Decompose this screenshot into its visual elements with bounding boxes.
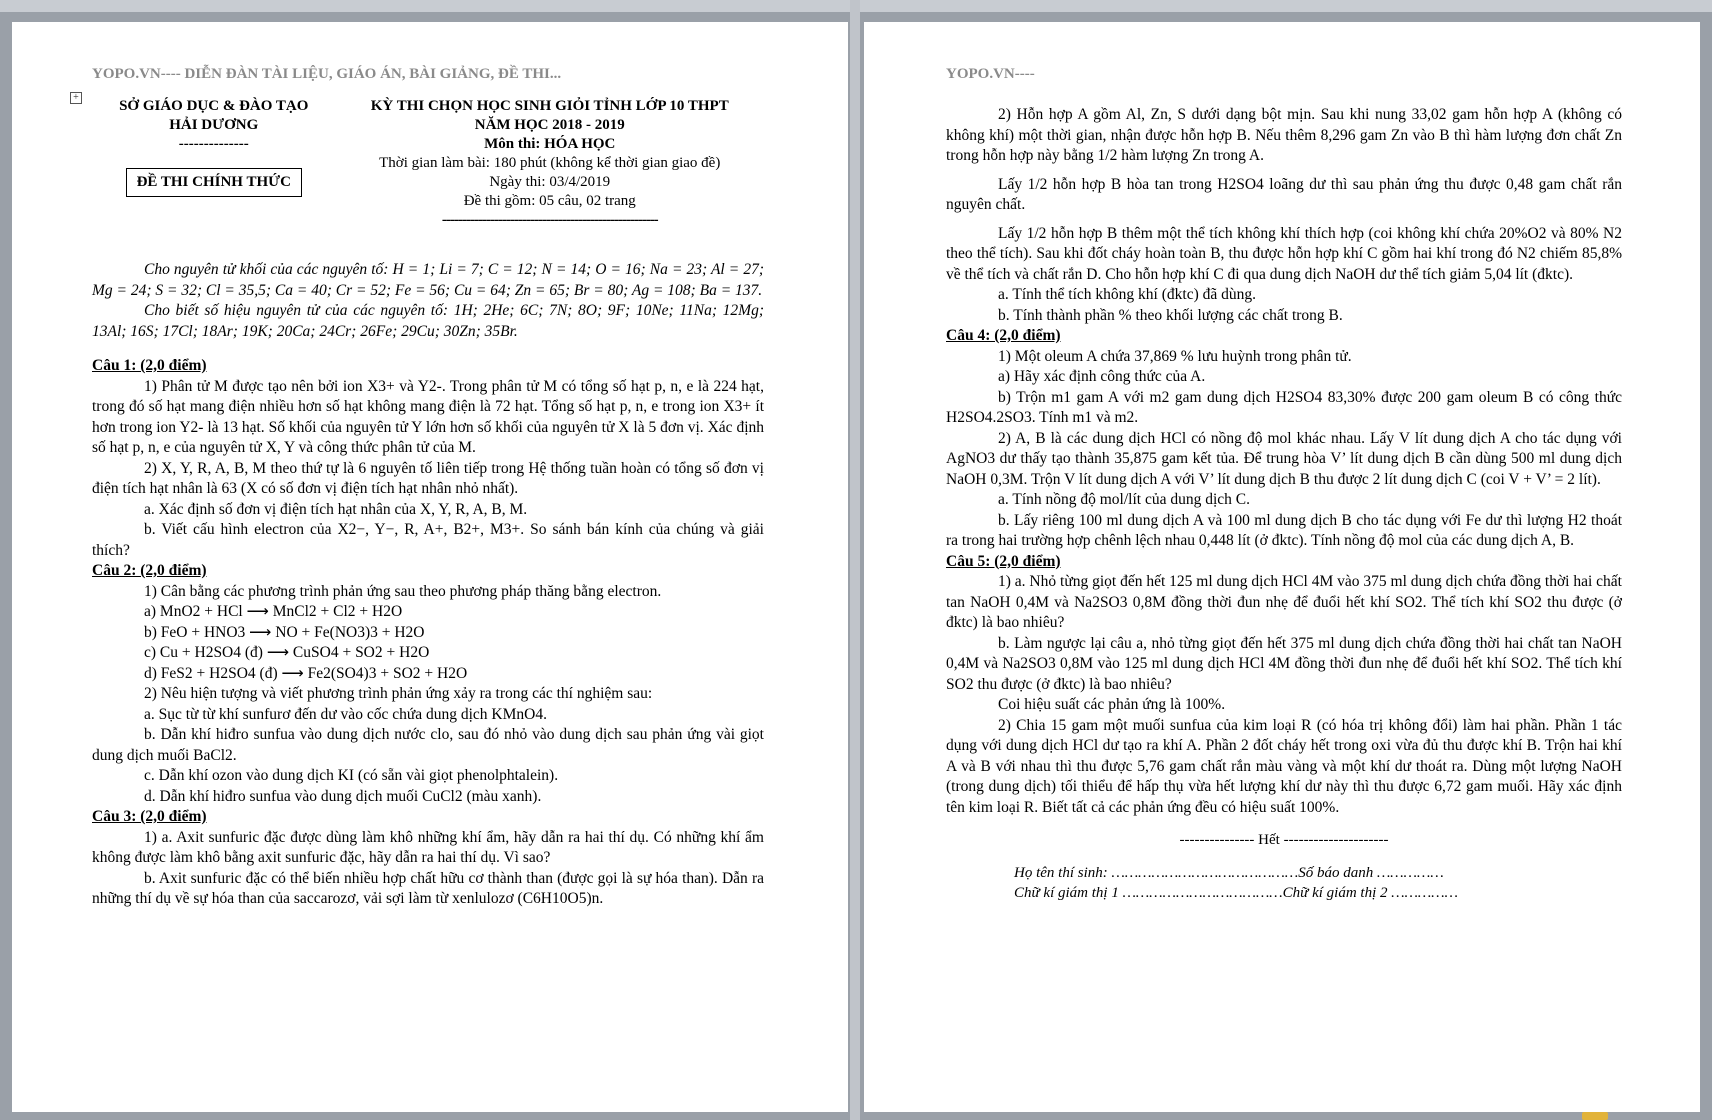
question-3-title: Câu 3: (2,0 điểm) (92, 808, 207, 825)
question-4-part-1: 1) Một oleum A chứa 37,869 % lưu huỳnh trong phân tử. (998, 347, 1352, 365)
question-3-part-2: 2) Hỗn hợp A gồm Al, Zn, S dưới dạng bột mịn. Sau khi nung 33,02 gam hỗn hợp A (không có không khí) một thời gian, nhận được hỗn hợp B. Nếu thêm 8,296 gam Zn vào B thì hàm lượng đơn chất Zn trong hỗn hợp này bằng 1/2 hàm lượng Zn trong A. (946, 106, 1622, 164)
question-4-part-2: 2) A, B là các dung dịch HCl có nồng độ mol khác nhau. Lấy V lít dung dịch A cho tác dụng với AgNO3 dư thấy tạo thành 35,875 gam kết tủa. Để trung hòa V’ lít dung dịch B cần dùng 500 ml dung dịch NaOH 0,3M. Trộn V lít dung dịch A với V’ lít dung dịch B thu được 2 lít dung dịch C (coi V + V’ = 2 lít). (946, 429, 1622, 488)
exam-date: Ngày thi: 03/4/2019 (489, 174, 611, 190)
question-5-part-1a: 1) a. Nhỏ từng giọt đến hết 125 ml dung dịch HCl 4M vào 375 ml dung dịch chứa đồng thời hai chất tan NaOH 0,4M và Na2SO3 0,8M đồng thời đun nhẹ để đuổi hết khí SO2. Thể tích khí SO2 thu được (ở đktc) là bao nhiêu? (946, 573, 1622, 631)
scrollbar-thumb[interactable] (1582, 1112, 1608, 1120)
department-underline: -------------- (178, 136, 249, 152)
equation-c: c) Cu + H2SO4 (đ) ⟶ CuSO4 + SO2 + H2O (144, 644, 430, 661)
department-block (92, 97, 335, 230)
question-4-part-2b: b. Lấy riêng 100 ml dung dịch A và 100 ml dung dịch B cho tác dụng với Fe dư thì lượng H2 thoát ra trong hai trường hợp chênh lệch nhau 0,448 lít (ở đktc). Tính nồng độ mol của các dung dịch A, B. (946, 511, 1622, 549)
question-4-part-1a: a) Hãy xác định công thức của A. (998, 368, 1206, 385)
question-5-part-2: 2) Chia 15 gam một muối sunfua của kim loại R (có hóa trị không đổi) làm hai phần. Phần 1 tác dụng với dung dịch HCl dư tạo ra khí A. Phần 2 đốt cháy hết trong oxi vừa đủ thu được khí B. Trộn hai khí A và B với nhau thì thu được 5,76 gam chất rắn màu vàng và một khí dư thoát ra. Dùng một lượng NaOH (trong dung dịch) tối thiểu để hấp thụ vừa hết lượng khí dư này thì thu được 6,72 gam muối. Hãy xác định tên kim loại R. Biết tất cả các phản ứng đều có hiệu suất 100%. (946, 716, 1622, 816)
document-page-1[interactable] (12, 22, 848, 1112)
exam-subject: Môn thi: HÓA HỌC (484, 136, 616, 152)
question-1-part-2b: b. Viết cấu hình electron của X2−, Y−, R, A+, B2+, M3+. So sánh bán kính của chúng và giải thích? (92, 521, 764, 559)
equation-b: b) FeO + HNO3 ⟶ NO + Fe(NO3)3 + H2O (144, 623, 425, 641)
school-year: NĂM HỌC 2018 - 2019 (474, 117, 625, 133)
province-name: HẢI DƯƠNG (169, 117, 259, 133)
exam-time: Thời gian làm bài: 180 phút (không kể thời gian giao đề) (379, 155, 721, 171)
question-3-part-1a: 1) a. Axit sunfuric đặc được dùng làm khô những khí ẩm, hãy dẫn ra hai thí dụ. Có những khí ẩm không được làm khô bằng axit sunfuric đặc, hãy dẫn ra hai thí dụ. Vì sao? (92, 828, 764, 866)
question-3-part-2-dissolve: Lấy 1/2 hỗn hợp B hòa tan trong H2SO4 loãng dư thì sau phản ứng thu được 0,48 gam chất rắn nguyên chất. (946, 175, 1622, 213)
question-4-part-1b: b) Trộn m1 gam A với m2 gam dung dịch H2SO4 83,30% được 200 gam oleum B có công thức H2SO4.2SO3. Tính m1 và m2. (946, 388, 1622, 426)
candidate-signature-line: Họ tên thí sinh: ……………………………………Số báo danh …………… (1014, 865, 1444, 881)
document-page-2[interactable] (864, 22, 1700, 1112)
page-header: YOPO.VN---- DIỄN ĐÀN TÀI LIỆU, GIÁO ÁN, BÀI GIẢNG, ĐỀ THI... (92, 66, 562, 82)
department-name: SỞ GIÁO DỤC & ĐÀO TẠO (119, 98, 309, 114)
question-5-title: Câu 5: (2,0 điểm) (946, 552, 1061, 570)
question-2-part-2d: d. Dẫn khí hiđro sunfua vào dung dịch muối CuCl2 (màu xanh). (144, 787, 542, 805)
end-marker: --------------- Hết --------------------- (1179, 832, 1389, 848)
question-3-part-2a: a. Tính thể tích không khí (đktc) đã dùng. (998, 286, 1256, 303)
question-3-part-1b: b. Axit sunfuric đặc có thể biến nhiều hợp chất hữu cơ thành than (được gọi là sự hóa than). Dẫn ra những thí dụ về sự hóa than của saccarozơ, vải sợi làm từ xenlulozơ (C6H10O5)n. (92, 869, 764, 907)
question-5-part-1b: b. Làm ngược lại câu a, nhỏ từng giọt đến hết 375 ml dung dịch chứa đồng thời hai chất tan NaOH 0,4M và Na2SO3 0,8M vào 125 ml dung dịch HCl 4M đồng thời đun nhẹ để đuổi hết khí SO2. Thể tích khí SO2 thu được (ở đktc) là bao nhiêu? (946, 634, 1622, 693)
question-2-title: Câu 2: (2,0 điểm) (92, 562, 207, 579)
exam-title: KỲ THI CHỌN HỌC SINH GIỎI TỈNH LỚP 10 THPT (370, 98, 729, 114)
question-4-part-2a: a. Tính nồng độ mol/lít của dung dịch C. (998, 491, 1250, 508)
exam-info-block (335, 97, 764, 230)
atomic-number-note: Cho biết số hiệu nguyên tử của các nguyên tố: 1H; 2He; 6C; 7N; 8O; 9F; 10Ne; 11Na; 12Mg; 13Al; 16S; 17Cl; 18Ar; 19K; 20Ca; 24Cr; 26Fe; 29Cu; 30Zn; 35Br. (92, 302, 764, 340)
question-2-part-2c: c. Dẫn khí ozon vào dung dịch KI (có sẵn vài giọt phenolphtalein). (144, 767, 559, 784)
question-3-part-2b: b. Tính thành phần % theo khối lượng các chất trong B. (998, 306, 1343, 324)
question-1-title: Câu 1: (2,0 điểm) (92, 357, 207, 374)
question-3-part-2-combust: Lấy 1/2 hỗn hợp B thêm một thể tích không khí thích hợp (coi không khí chứa 20%O2 và 80% N2 theo thể tích). Sau khi đốt cháy hoàn toàn B, thu được hỗn hợp khí C gồm hai khí trong đó N2 chiếm 85,8% về thể tích và chất rắn D. Cho hỗn hợp khí C đi qua dung dịch NaOH dư thể tích giảm 5,04 lít (đktc). (946, 224, 1622, 283)
equation-d: d) FeS2 + H2SO4 (đ) ⟶ Fe2(SO4)3 + SO2 + H2O (144, 664, 468, 682)
question-1-part-2a: a. Xác định số đơn vị điện tích hạt nhân của X, Y, R, A, B, M. (144, 500, 528, 518)
question-1-part-1: 1) Phân tử M được tạo nên bởi ion X3+ và Y2-. Trong phân tử M có tổng số hạt p, n, e là 224 hạt, trong đó số hạt mang điện nhiều hơn số hạt không mang điện là 72 hạt. Tổng số hạt p, n, e trong ion X3+ ít hơn trong ion Y2- là 13 hạt. Số khối của nguyên tử Y lớn hơn số khối của nguyên tử X là 5 đơn vị. Xác định số hạt p, n, e của nguyên tử X, Y và công thức phân tử của M. (92, 377, 764, 456)
question-2-part-1: 1) Cân bằng các phương trình phản ứng sau theo phương pháp thăng bằng electron. (144, 582, 662, 600)
equation-a: a) MnO2 + HCl ⟶ MnCl2 + Cl2 + H2O (144, 603, 403, 620)
proctor-signature-line: Chữ kí giám thị 1 ………………………………Chữ kí giám thị 2 …………… (1014, 885, 1458, 901)
question-4-title: Câu 4: (2,0 điểm) (946, 327, 1061, 344)
table-move-handle-icon[interactable]: + (70, 92, 82, 104)
page-header: YOPO.VN---- (946, 66, 1035, 82)
header-table (92, 97, 764, 230)
official-exam-box: ĐỀ THI CHÍNH THỨC (126, 168, 302, 197)
header-rule: ------------------------------------------------------ (441, 212, 658, 228)
exam-pages: Đề thi gồm: 05 câu, 02 trang (463, 193, 636, 209)
page-divider (850, 0, 860, 1120)
question-2-part-2a: a. Sục từ từ khí sunfurơ đến dư vào cốc chứa dung dịch KMnO4. (144, 705, 547, 723)
atomic-mass-note: Cho nguyên tử khối của các nguyên tố: H = 1; Li = 7; C = 12; N = 14; O = 16; Na = 23; Al = 27; Mg = 24; S = 32; Cl = 35,5; Ca = 40; Cr = 52; Fe = 56; Cu = 64; Zn = 65; Br = 80; Ag = 108; Ba = 137. (92, 261, 764, 299)
question-5-note: Coi hiệu suất các phản ứng là 100%. (998, 696, 1226, 713)
question-1-part-2: 2) X, Y, R, A, B, M theo thứ tự là 6 nguyên tố liên tiếp trong Hệ thống tuần hoàn có tổng số đơn vị điện tích hạt nhân là 63 (X có số đơn vị điện tích hạt nhân nhỏ nhất). (92, 459, 764, 497)
question-2-part-2b: b. Dẫn khí hiđro sunfua vào dung dịch nước clo, sau đó nhỏ vào dung dịch sau phản ứng vài giọt dung dịch muối BaCl2. (92, 726, 764, 764)
question-2-part-2: 2) Nêu hiện tượng và viết phương trình phản ứng xảy ra trong các thí nghiệm sau: (144, 685, 653, 702)
